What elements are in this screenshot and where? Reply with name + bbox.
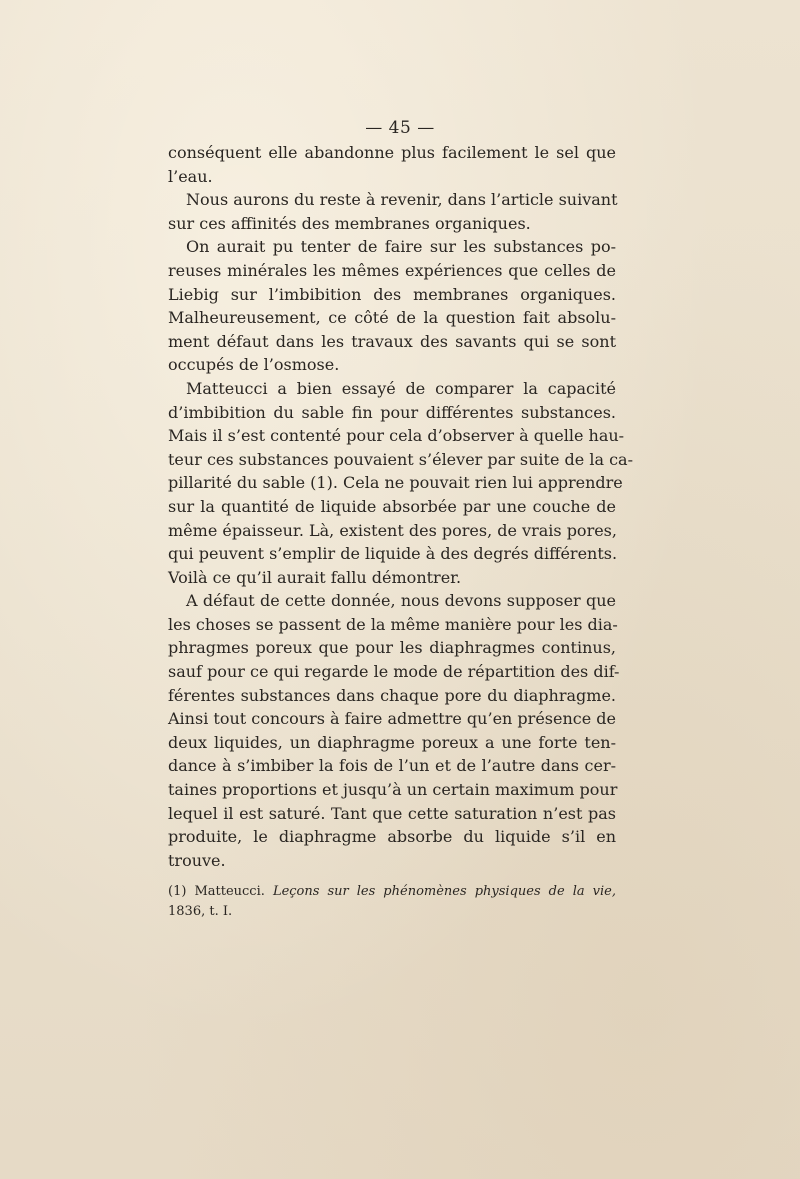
text-line: Matteucci a bien essayé de comparer la capacité [186,378,616,398]
text-line: produite, le diaphragme absorbe du liquide s’il en [168,827,616,847]
text-line: l’eau. [168,166,213,186]
text-line: occupés de l’osmose. [168,355,340,375]
text-line: d’imbibition du sable fin pour différentes substances. [168,402,616,422]
footnote [168,882,616,922]
text-line: conséquent elle abandonne plus facilement le sel que [168,143,616,162]
text-line: deux liquides, un diaphragme poreux a une forte ten- [168,732,616,752]
text-line: qui peuvent s’emplir de liquide à des degrés différents. [168,544,618,564]
text-line: sur la quantité de liquide absorbée par une couche de [168,496,616,516]
footnote-marker: (1) Matteucci. [168,884,265,899]
text-line: sauf pour ce qui regarde le mode de répartition des dif- [168,662,620,682]
text-line: Nous aurons du reste à revenir, dans l’article suivant [186,190,618,210]
text-line: sur ces affinités des membranes organiques. [168,213,531,233]
text-line: Malheureusement, ce côté de la question fait absolu- [168,308,616,328]
body-text [168,141,633,872]
text-line: Mais il s’est contenté pour cela d’observer à quelle hau- [168,426,625,446]
footnote-title: Leçons sur les phénomènes physiques de la vie, [272,884,616,899]
footnote-line-1 [168,882,616,902]
text-line: Voilà ce qu’il aurait fallu démontrer. [168,567,462,587]
text-line: ment défaut dans les travaux des savants qui se sont [168,331,616,351]
text-line: phragmes poreux que pour les diaphragmes continus, [168,638,616,658]
text-line: Ainsi tout concours à faire admettre qu’en présence de [168,709,616,729]
text-line: A défaut de cette donnée, nous devons supposer que [186,591,616,611]
page-number: — 45 — [365,118,435,138]
text-line: dance à s’imbiber la fois de l’un et de l’autre dans cer- [168,756,616,776]
text-line: trouve. [168,850,226,870]
text-line: férentes substances dans chaque pore du diaphragme. [168,685,616,705]
text-line: taines proportions et jusqu’à un certain maximum pour [168,780,618,800]
text-line: On aurait pu tenter de faire sur les substances po- [186,237,616,257]
footnote-line-2: 1836, t. I. [168,904,233,919]
text-line: reuses minérales les mêmes expériences que celles de [168,260,616,280]
text-line: lequel il est saturé. Tant que cette saturation n’est pas [168,803,616,823]
text-line: pillarité du sable (1). Cela ne pouvait rien lui apprendre [168,473,623,493]
text-line: Liebig sur l’imbibition des membranes organiques. [168,284,616,304]
text-line: les choses se passent de la même manière pour les dia- [168,614,618,634]
text-line: même épaisseur. Là, existent des pores, de vrais pores, [168,520,617,540]
text-line: teur ces substances pouvaient s’élever par suite de la ca- [168,449,633,469]
